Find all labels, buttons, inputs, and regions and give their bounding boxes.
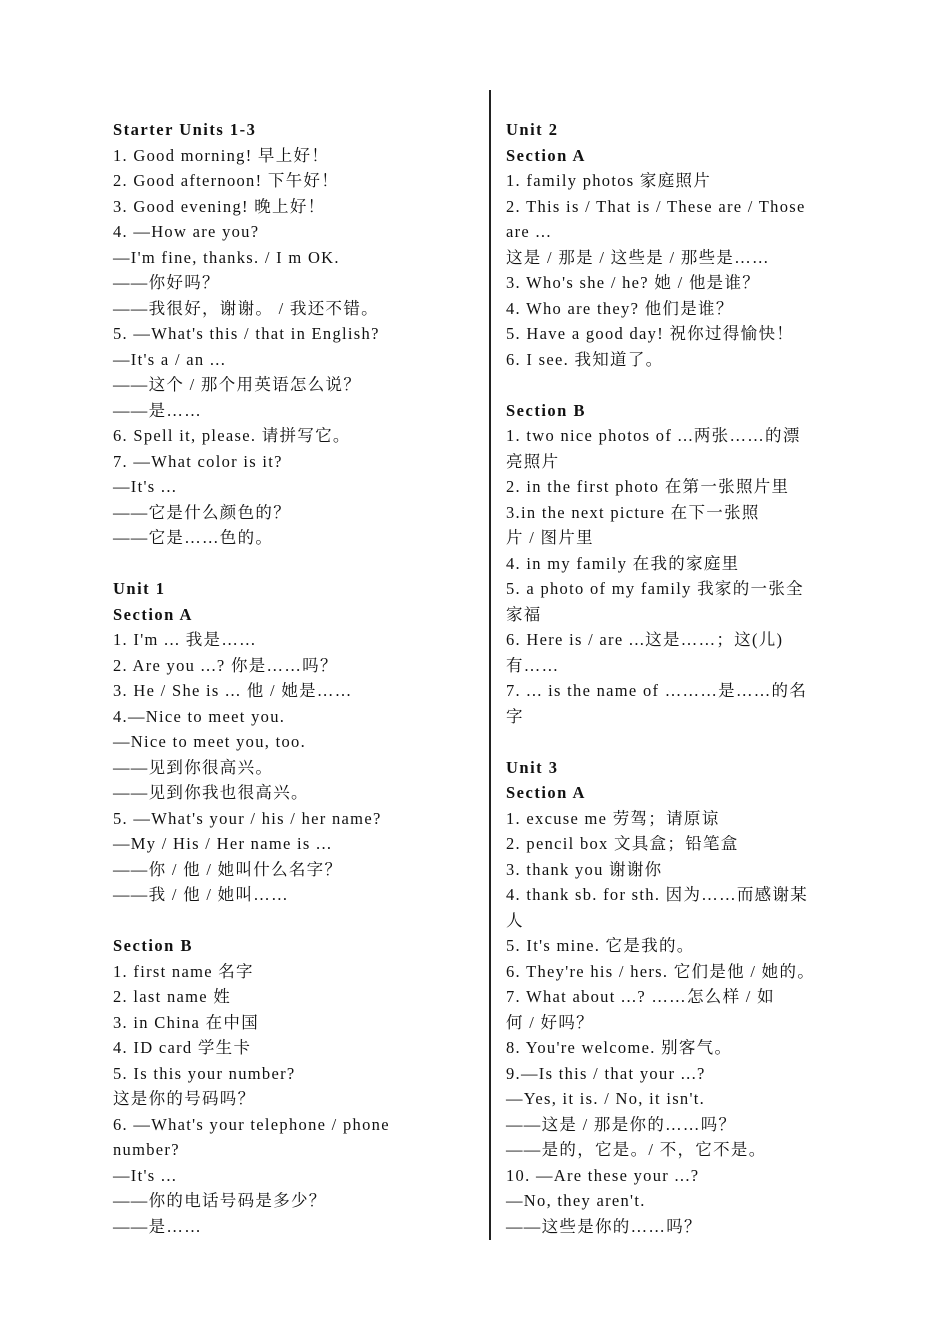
text-line: —Nice to meet you, too. bbox=[113, 732, 307, 751]
text-line: ——这些是你的……吗？ bbox=[506, 1216, 702, 1236]
text-line: 5. a photo of my family 我家的一张全 bbox=[506, 579, 804, 598]
text-line: 5. Have a good day! 祝你过得愉快！ bbox=[506, 324, 795, 343]
section-heading: Section A bbox=[506, 783, 586, 802]
text-line: ——你 / 他 / 她叫什么名字？ bbox=[113, 859, 343, 879]
text-line: 人 bbox=[506, 910, 524, 930]
text-line: 6. I see. 我知道了。 bbox=[506, 349, 664, 369]
section-spacer bbox=[113, 551, 473, 577]
text-line: 1. I'm ... 我是…… bbox=[113, 630, 257, 649]
left-column bbox=[113, 117, 473, 1239]
text-line: ——我 / 他 / 她叫…… bbox=[113, 885, 289, 904]
text-line: 字 bbox=[506, 706, 524, 726]
text-line: 2. Are you ...? 你是……吗？ bbox=[113, 655, 338, 675]
text-line: 2. This is / That is / These are / Those bbox=[506, 196, 806, 216]
text-line: 家福 bbox=[506, 604, 542, 624]
text-line: —It's ... bbox=[113, 1165, 178, 1185]
text-line: 亮照片 bbox=[506, 451, 560, 471]
text-line: 3. Who's she / he? 她 / 他是谁？ bbox=[506, 273, 761, 292]
text-line: are ... bbox=[506, 222, 552, 241]
text-line: 2. last name 姓 bbox=[113, 987, 232, 1006]
section-spacer bbox=[506, 729, 868, 755]
text-line: —Yes, it is. / No, it isn't. bbox=[506, 1089, 706, 1108]
section-heading: Unit 3 bbox=[506, 757, 559, 777]
section-heading: Unit 1 bbox=[113, 579, 166, 598]
text-line: number? bbox=[113, 1140, 180, 1159]
text-line: 3. Good evening! 晚上好！ bbox=[113, 196, 326, 216]
section-heading: Section B bbox=[506, 400, 586, 420]
text-line: ——你好吗？ bbox=[113, 273, 220, 292]
text-line: 1. excuse me 劳驾；请原谅 bbox=[506, 808, 720, 828]
text-line: 有…… bbox=[506, 655, 560, 675]
text-line: 9.—Is this / that your ...? bbox=[506, 1063, 706, 1083]
text-line: 5. It's mine. 它是我的。 bbox=[506, 936, 695, 955]
text-line: ——见到你我也很高兴。 bbox=[113, 783, 309, 802]
text-line: ——是…… bbox=[113, 400, 202, 420]
text-line: —No, they aren't. bbox=[506, 1191, 646, 1210]
text-line: 6. They're his / hers. 它们是他 / 她的。 bbox=[506, 961, 816, 981]
text-line: ——它是……色的。 bbox=[113, 528, 274, 547]
text-line: 6. —What's your telephone / phone bbox=[113, 1114, 390, 1134]
text-line: ——它是什么颜色的？ bbox=[113, 502, 291, 522]
section-heading: Unit 2 bbox=[506, 120, 559, 139]
text-line: 片 / 图片里 bbox=[506, 528, 594, 547]
text-line: 2. Good afternoon! 下午好！ bbox=[113, 171, 340, 190]
text-line: 1. Good morning! 早上好！ bbox=[113, 145, 330, 165]
text-line: 10. —Are these your ...? bbox=[506, 1165, 700, 1185]
section-heading: Starter Units 1-3 bbox=[113, 120, 257, 139]
text-line: ——这个 / 那个用英语怎么说？ bbox=[113, 375, 362, 394]
text-line: 6. Here is / are ...这是……；这(儿) bbox=[506, 630, 784, 649]
text-line: ——是…… bbox=[113, 1216, 202, 1236]
text-line: 4. ID card 学生卡 bbox=[113, 1038, 252, 1057]
section-spacer bbox=[506, 372, 868, 398]
text-line: ——你的电话号码是多少？ bbox=[113, 1191, 327, 1210]
text-line: 8. You're welcome. 别客气。 bbox=[506, 1038, 733, 1057]
text-line: 1. first name 名字 bbox=[113, 961, 254, 981]
text-line: ——我很好，谢谢。 / 我还不错。 bbox=[113, 298, 379, 318]
text-line: 4. in my family 在我的家庭里 bbox=[506, 553, 740, 573]
text-line: 5. Is this your number? bbox=[113, 1063, 296, 1083]
text-line: 1. two nice photos of ...两张……的漂 bbox=[506, 426, 801, 445]
text-line: 2. in the first photo 在第一张照片里 bbox=[506, 477, 790, 496]
text-line: 这是你的号码吗？ bbox=[113, 1089, 256, 1108]
text-line: ——见到你很高兴。 bbox=[113, 757, 274, 777]
text-line: 7. ... is the name of ………是……的名 bbox=[506, 681, 808, 700]
text-line: 4. —How are you? bbox=[113, 222, 260, 241]
column-divider bbox=[489, 90, 491, 1240]
section-spacer bbox=[113, 908, 473, 934]
text-line: 4.—Nice to meet you. bbox=[113, 706, 286, 726]
text-line: ——是的，它是。/ 不，它不是。 bbox=[506, 1140, 767, 1159]
text-line: 3. He / She is ... 他 / 她是…… bbox=[113, 681, 353, 700]
text-line: 4. Who are they? 他们是谁？ bbox=[506, 298, 734, 318]
text-line: 3.in the next picture 在下一张照 bbox=[506, 502, 760, 522]
text-line: ——这是 / 那是你的……吗？ bbox=[506, 1114, 737, 1134]
section-heading: Section A bbox=[113, 604, 193, 624]
text-line: 1. family photos 家庭照片 bbox=[506, 171, 712, 190]
text-line: 7. What about ...? ……怎么样 / 如 bbox=[506, 987, 775, 1006]
text-line: —I'm fine, thanks. / I m OK. bbox=[113, 247, 340, 267]
text-line: 3. thank you 谢谢你 bbox=[506, 859, 663, 879]
text-line: 4. thank sb. for sth. 因为……而感谢某 bbox=[506, 885, 809, 904]
text-line: 6. Spell it, please. 请拼写它。 bbox=[113, 426, 351, 445]
text-line: 7. —What color is it? bbox=[113, 451, 283, 471]
text-line: 3. in China 在中国 bbox=[113, 1012, 259, 1032]
text-line: 这是 / 那是 / 这些是 / 那些是…… bbox=[506, 247, 770, 267]
text-line: 何 / 好吗？ bbox=[506, 1012, 594, 1032]
section-heading: Section A bbox=[506, 145, 586, 165]
text-line: 5. —What's your / his / her name? bbox=[113, 808, 382, 828]
text-line: 5. —What's this / that in English? bbox=[113, 324, 380, 343]
text-line: 2. pencil box 文具盒；铅笔盒 bbox=[506, 834, 739, 853]
text-line: —It's ... bbox=[113, 477, 178, 496]
text-line: —It's a / an ... bbox=[113, 349, 227, 369]
section-heading: Section B bbox=[113, 936, 193, 955]
text-line: —My / His / Her name is ... bbox=[113, 834, 333, 853]
right-column bbox=[506, 117, 868, 1239]
